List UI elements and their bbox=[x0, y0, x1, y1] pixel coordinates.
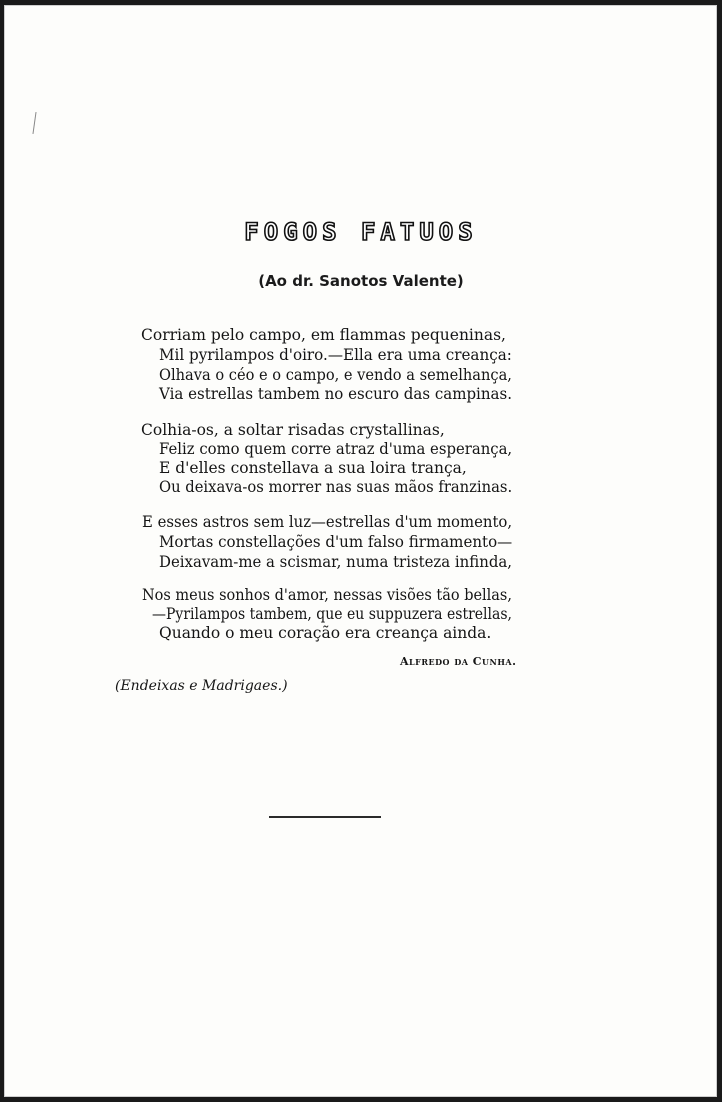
source-citation: (Endeixas e Madrigaes.) bbox=[115, 678, 288, 694]
poem-line: Quando o meu coração era creança ainda. bbox=[159, 624, 492, 642]
poem-line: Colhia-os, a soltar risadas crystallinas, bbox=[141, 421, 445, 439]
poem-title: FOGOS FATUOS bbox=[244, 218, 478, 246]
poem-line: Deixavam-me a scismar, numa tristeza infinda, bbox=[159, 553, 513, 571]
poem-line: Mortas constellações d'um falso firmamento— bbox=[159, 533, 513, 551]
poem-line: Nos meus sonhos d'amor, nessas visões tão bellas, bbox=[142, 586, 512, 604]
poem-line: Feliz como quem corre atraz d'uma esperança, bbox=[159, 440, 513, 458]
poem-line: Corriam pelo campo, em flammas pequeninas, bbox=[141, 326, 506, 344]
poem-line: Ou deixava-os morrer nas suas mãos franzinas. bbox=[159, 478, 513, 496]
dedication: (Ao dr. Sanotos Valente) bbox=[258, 272, 464, 290]
poem-line: Via estrellas tambem no escuro das campinas. bbox=[159, 385, 512, 403]
poem-line: Olhava o céo e o campo, e vendo a semelhança, bbox=[159, 366, 512, 384]
poem-line: E esses astros sem luz—estrellas d'um momento, bbox=[142, 513, 513, 531]
poem-line: E d'elles constellava a sua loira trança, bbox=[159, 459, 467, 477]
poem-line: —Pyrilampos tambem, que eu suppuzera estrellas, bbox=[152, 605, 512, 623]
section-divider bbox=[269, 816, 381, 818]
author-signature: Alfredo da Cunha. bbox=[400, 655, 517, 668]
poem-line: Mil pyrilampos d'oiro.—Ella era uma creança: bbox=[159, 346, 512, 364]
